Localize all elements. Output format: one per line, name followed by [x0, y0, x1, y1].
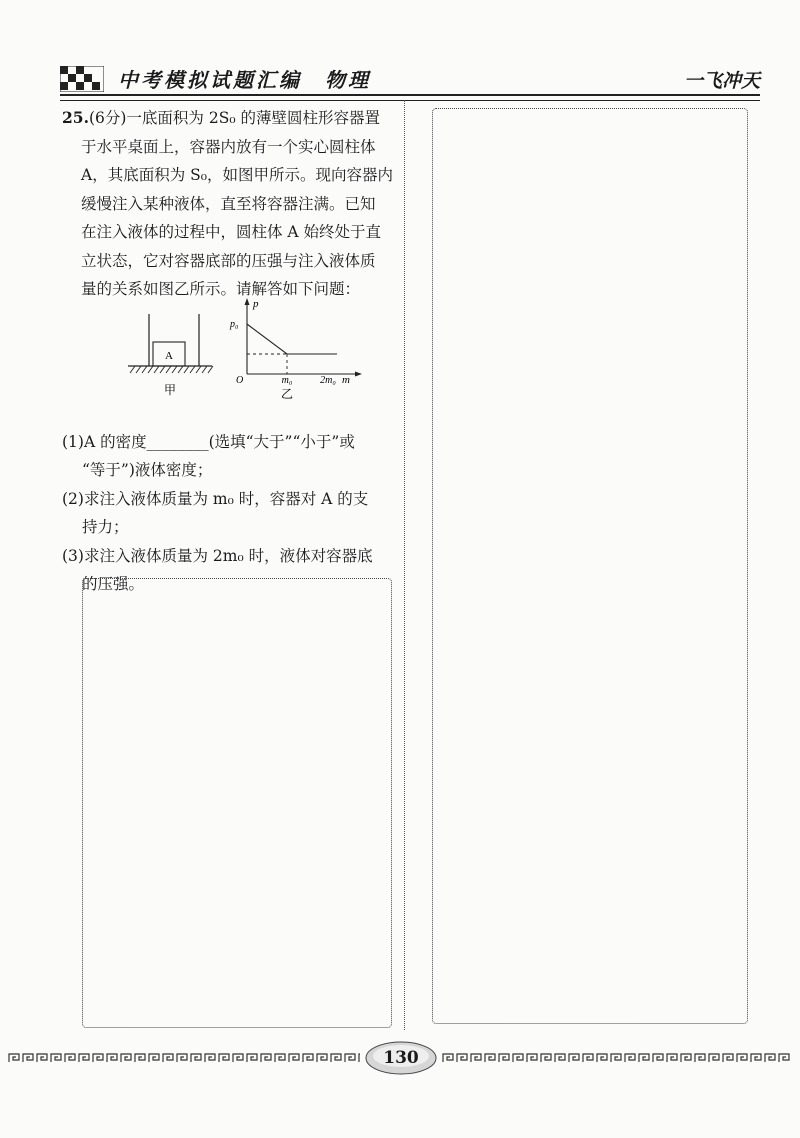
question-intro-line: 在注入液体的过程中，圆柱体 A 始终处于直 — [81, 223, 382, 241]
figure-caption-left: 甲 — [163, 383, 177, 397]
greek-key-border-left — [8, 1052, 360, 1064]
sub-question-1: (1)A 的密度________(选填“大于”“小于”或 “等于”)液体密度； — [62, 432, 355, 479]
figure-caption-right: 乙 — [280, 387, 294, 401]
x-tick-m0: m₀ — [281, 375, 293, 386]
question-intro-line: A，其底面积为 S₀，如图甲所示。现向容器内 — [81, 166, 393, 184]
sub-question-2: (2)求注入液体质量为 m₀ 时，容器对 A 的支 持力； — [62, 489, 369, 536]
greek-key-border-right — [442, 1052, 792, 1064]
answer-box-left[interactable] — [82, 578, 392, 1028]
page-number: 130 — [383, 1048, 419, 1068]
series-brand: 一飞冲天 — [683, 70, 760, 92]
figure-pressure-graph — [229, 298, 362, 401]
x-tick-2m0: 2m₀ — [320, 375, 336, 386]
answer-box-right[interactable] — [432, 108, 748, 1024]
pressure-curve — [247, 324, 337, 354]
book-title: 中考模拟试题汇编 物理 — [118, 68, 371, 92]
block-a-label: A — [165, 350, 173, 362]
header-rule — [60, 94, 760, 101]
question-figure — [120, 296, 370, 406]
question-intro-line: 缓慢注入某种液体，直至将容器注满。已知 — [81, 194, 376, 213]
question-intro-line: 量的关系如图乙所示。请解答如下问题： — [81, 280, 361, 298]
question-intro-line: 于水平桌面上，容器内放有一个实心圆柱体 — [81, 137, 376, 156]
figure-container-diagram — [128, 314, 213, 397]
origin-label: O — [236, 375, 244, 386]
y-axis-label: p — [253, 298, 259, 310]
question-intro-line: 立状态，它对容器底部的压强与注入液体质 — [81, 251, 376, 270]
page-header — [60, 60, 760, 100]
question-intro-line-1: 25.(6分)一底面积为 2S₀ 的薄壁圆柱形容器置 — [62, 108, 380, 127]
column-divider — [404, 100, 405, 1030]
page-footer — [0, 1040, 800, 1080]
sub-question-3: (3)求注入液体质量为 2m₀ 时，液体对容器底 的压强。 — [62, 546, 373, 593]
checkered-logo-icon — [60, 66, 104, 92]
x-axis-label: m — [342, 374, 350, 386]
y-tick-p0: p₀ — [230, 319, 239, 330]
question-number: 25. — [62, 108, 89, 127]
